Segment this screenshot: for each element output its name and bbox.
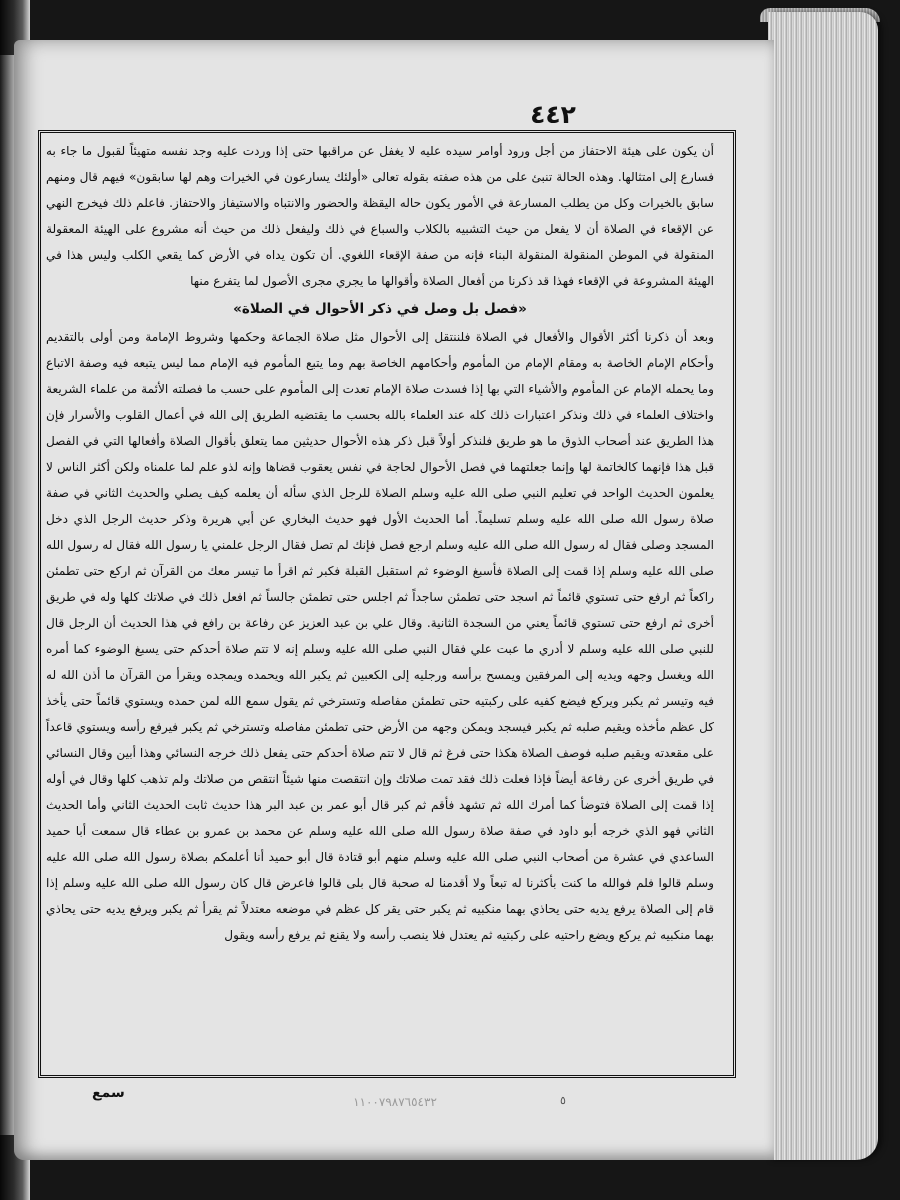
text-block <box>46 138 714 948</box>
page-number: ٤٤٢ <box>530 100 576 129</box>
paragraph-2: وبعد أن ذكرنا أكثر الأقوال والأفعال في الصلاة فلننتقل إلى الأحوال مثل صلاة الجماعة وحكمها وشروط الإمامة ومن أولى بالتقديم وأحكام الإمام الخاصة به ومقام الإمام من المأموم وأحكامهم الخاصة بهم وما يتبع المأموم فيه الإمام مما ليس يتبعه فيه وصفة الاتباع وما يحمله الإمام عن المأموم والأشياء التي بها إذا فسدت صلاة الإمام تعدت إلى المأموم على حسب ما فصلته الأئمة من علماء الشريعة واختلاف العلماء في ذلك ونذكر اعتبارات ذلك كله عند العلماء بالله بحسب ما يقتضيه الطريق إلى الله في أعمال القلوب والأسرار فإن هذا الطريق عند أصحاب الذوق ما هو طريق فلنذكر أولاً قبل ذكر هذه الأحوال حديثين مما يتعلق بأقوال الصلاة وأفعالها التي في الفصل قبل هذا فإنهما كالخاتمة لها وإنما جعلتهما في فصل الأحوال لحاجة في نفس يعقوب قضاها وإنه لذو علم لما علمناه ولكن أكثر الناس لا يعلمون الحديث الواحد في تعليم النبي صلى الله عليه وسلم الصلاة للرجل الذي سأله أن يعلمه كيف يصلي والحديث الثاني في صفة صلاة رسول الله صلى الله عليه وسلم تسليماً. أما الحديث الأول فهو حديث البخاري عن أبي هريرة وذكر حديث الرجل الذي دخل المسجد وصلى فقال له رسول الله صلى الله عليه وسلم ارجع فصل فإنك لم تصل فقال الرجل علمني يا رسول الله فقال له رسول الله صلى الله عليه وسلم إذا قمت إلى الصلاة فأسبغ الوضوء ثم استقبل القبلة فكبر ثم اقرأ ما تيسر معك من القرآن ثم اركع حتى تطمئن راكعاً ثم ارفع حتى تستوي قائماً ثم اسجد حتى تطمئن ساجداً ثم اجلس حتى تطمئن جالساً ثم افعل ذلك في صلاتك كلها وله في طريق أخرى ثم ارفع حتى تستوي قائماً يعني من السجدة الثانية. وقال علي بن عبد العزيز عن رفاعة بن رافع في هذا الحديث أن الرجل قال للنبي صلى الله عليه وسلم لا أدري ما عبت علي فقال النبي صلى الله عليه وسلم إنه لا تتم صلاة أحدكم حتى يسبغ الوضوء كما أمره الله ويغسل وجهه ويديه إلى المرفقين ويمسح برأسه ورجليه إلى الكعبين ثم يكبر الله ويحمده ويمجده ويقرأ من القرآن ما أذن الله له فيه وتيسر ثم يكبر ويركع فيضع كفيه على ركبتيه حتى تطمئن مفاصله وتسترخي ثم يقول سمع الله لمن حمده ويستوي قائماً حتى يأخذ كل عظم مأخذه ويقيم صلبه ثم يكبر فيسجد ويمكن وجهه من الأرض حتى تطمئن مفاصله وتسترخي ثم يكبر فيرفع رأسه ويستوي قاعداً على مقعدته ويقيم صلبه فوصف الصلاة هكذا حتى فرغ ثم قال لا تتم صلاة أحدكم حتى يفعل ذلك خرجه النسائي وهذا أبين وقال النسائي في طريق أخرى عن رفاعة أيضاً فإذا فعلت ذلك فقد تمت صلاتك وإن انتقصت منها شيئاً انتقص من صلاتك ولم تذهب كلها وقال في أوله إذا قمت إلى الصلاة فتوضأ كما أمرك الله ثم تشهد فأقم ثم كبر قال أبو عمر بن عبد البر هذا حديث ثابت الحديث الثاني وأما الحديث الثاني فهو الذي خرجه أبو داود في صفة صلاة رسول الله صلى الله عليه وسلم عن محمد بن عمرو بن عطاء قال سمعت أبا حميد الساعدي في عشرة من أصحاب النبي صلى الله عليه وسلم منهم أبو قتادة قال أبو حميد أنا أعلمكم بصلاة رسول الله صلى الله عليه وسلم قالوا فلم فوالله ما كنت بأكثرنا له تبعاً ولا أقدمنا له صحبة قال بلى قالوا فاعرض قال كان رسول الله صلى الله عليه وسلم إذا قام إلى الصلاة يرفع يديه حتى يحاذي بهما منكبيه ثم يكبر حتى يقر كل عظم في موضعه معتدلاً ثم يقرأ ثم يكبر ويرفع يديه حتى يحاذي بهما منكبيه ثم يركع ويضع راحتيه على ركبتيه ثم يعتدل فلا ينصب رأسه ولا يقنع ثم يرفع رأسه ويقول <box>46 330 714 942</box>
page-stack-edges <box>768 12 878 1160</box>
folio-mark: ٥ <box>560 1094 566 1107</box>
bleed-through-text: ١١٠٠٧٩٨٧٦٥٤٣٢ <box>353 1095 437 1109</box>
paragraph-1: أن يكون على هيئة الاحتفاز من أجل ورود أوامر سيده عليه لا يغفل عن مراقبها حتى إذا وردت عليه وجد نفسه متهيئاً لقبول ما جاء به فسارع إلى امتثالها. وهذه الحالة تنبئ على من هذه صفته بقوله تعالى «أولئك يسارعون في الخيرات وهم لها سابقون» فيهم قال ومنهم سابق بالخيرات وكل من يطلب المسارعة في الأمور يكون حاله اليقظة والحضور والانتباه والاستيفاز والاحتفاز. فاعلم ذلك فيخرج النهي عن الإقعاء في الصلاة أن لا يفعل من حيث التشبيه بالكلاب والسباع في ذلك وليفعل ذلك من حيث أنه مشروع على الهيئة المعقولة المنقولة في الموطن المنقولة المنقولة البناء فإنه من صفة الإقعاء اللغوي. أن تكون يداه في الأرض كما يقعي الكلب وليس هذا في الهيئة المشروعة في الإقعاء فهذا قد ذكرنا من أفعال الصلاة وأقوالها ما يجري مجرى الأصول لما يتفرع منها <box>46 144 714 288</box>
section-heading: «فصل بل وصل في ذكر الأحوال في الصلاة» <box>233 301 527 317</box>
catchword: سمع <box>92 1085 125 1101</box>
